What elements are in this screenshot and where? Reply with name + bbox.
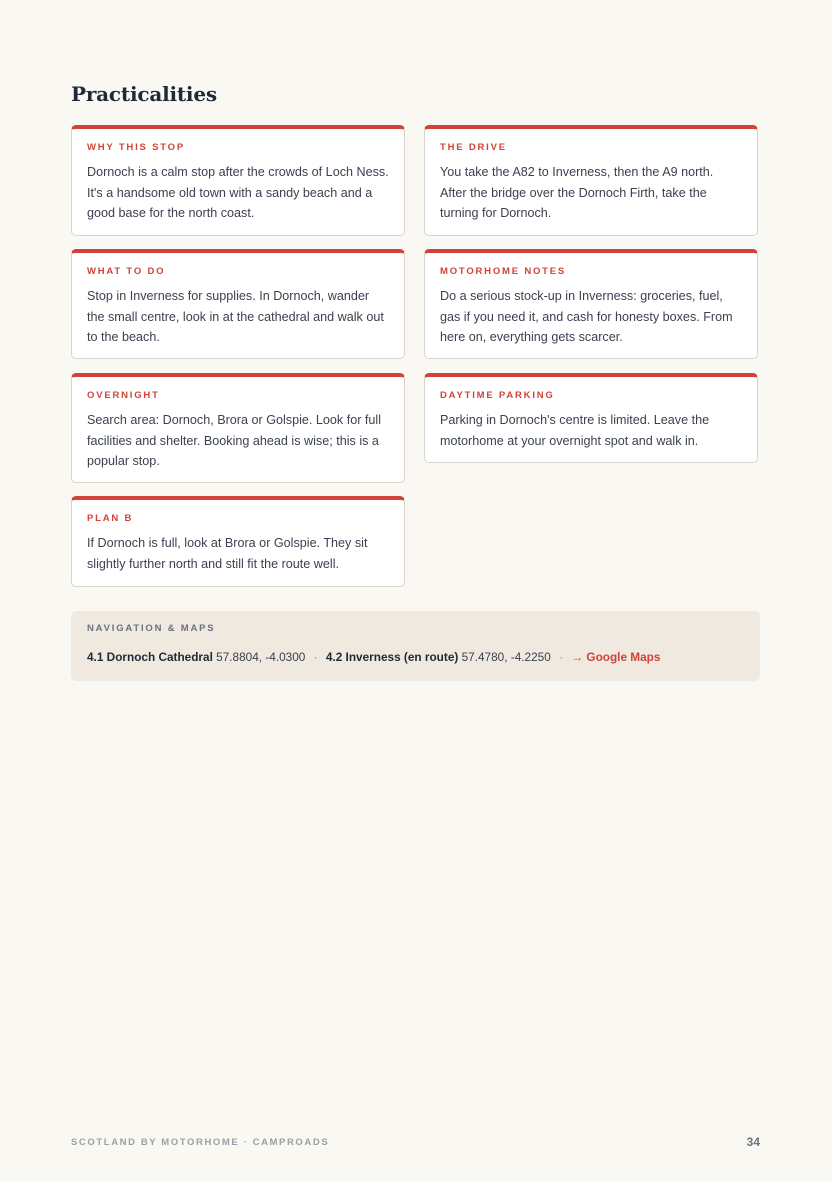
card-body: You take the A82 to Inverness, then the A9 north. After the bridge over the Dornoch Firth, take the turning for Dornoch. — [440, 165, 714, 220]
footer-publication: SCOTLAND BY MOTORHOME · CAMPROADS — [71, 1137, 330, 1148]
card-why-this-stop — [71, 125, 405, 236]
nav-point-name: 4.1 Dornoch Cathedral — [87, 650, 213, 664]
page-title: Practicalities — [71, 82, 217, 106]
nav-separator: · — [313, 650, 318, 664]
card-title: WHY THIS STOP — [87, 142, 186, 153]
nav-point-coords: 57.4780, -4.2250 — [461, 650, 551, 664]
navigation-points — [87, 650, 744, 664]
card-motorhome-notes — [424, 249, 758, 359]
card-title: OVERNIGHT — [87, 390, 160, 401]
card-title: THE DRIVE — [440, 142, 507, 153]
card-body: Do a serious stock-up in Inverness: groceries, fuel, gas if you need it, and cash for honesty boxes. From here on, everything gets scarcer. — [440, 289, 733, 344]
card-body: Stop in Inverness for supplies. In Dornoch, wander the small centre, look in at the cathedral and walk out to the beach. — [87, 289, 384, 344]
page-number: 34 — [746, 1135, 760, 1149]
card-title: WHAT TO DO — [87, 266, 166, 277]
google-maps-link[interactable]: → Google Maps — [571, 650, 661, 664]
navigation-box — [71, 611, 760, 681]
card-body: Parking in Dornoch's centre is limited. Leave the motorhome at your overnight spot and walk in. — [440, 413, 710, 448]
navigation-title: NAVIGATION & MAPS — [87, 623, 216, 634]
card-what-to-do — [71, 249, 405, 359]
card-title: DAYTIME PARKING — [440, 390, 555, 401]
nav-point-coords: 57.8804, -4.0300 — [216, 650, 306, 664]
card-title: PLAN B — [87, 513, 134, 524]
card-plan-b — [71, 496, 405, 587]
nav-point-name: 4.2 Inverness (en route) — [325, 650, 459, 664]
nav-separator: · — [559, 650, 564, 664]
card-title: MOTORHOME NOTES — [440, 266, 567, 277]
card-overnight — [71, 373, 405, 483]
card-the-drive — [424, 125, 758, 236]
card-body: If Dornoch is full, look at Brora or Golspie. They sit slightly further north and still fit the route well. — [87, 536, 368, 571]
card-body: Dornoch is a calm stop after the crowds of Loch Ness. It's a handsome old town with a sandy beach and a good base for the north coast. — [87, 165, 389, 220]
card-daytime-parking — [424, 373, 758, 463]
card-body: Search area: Dornoch, Brora or Golspie. Look for full facilities and shelter. Booking ahead is wise; this is a popular stop. — [87, 413, 381, 468]
